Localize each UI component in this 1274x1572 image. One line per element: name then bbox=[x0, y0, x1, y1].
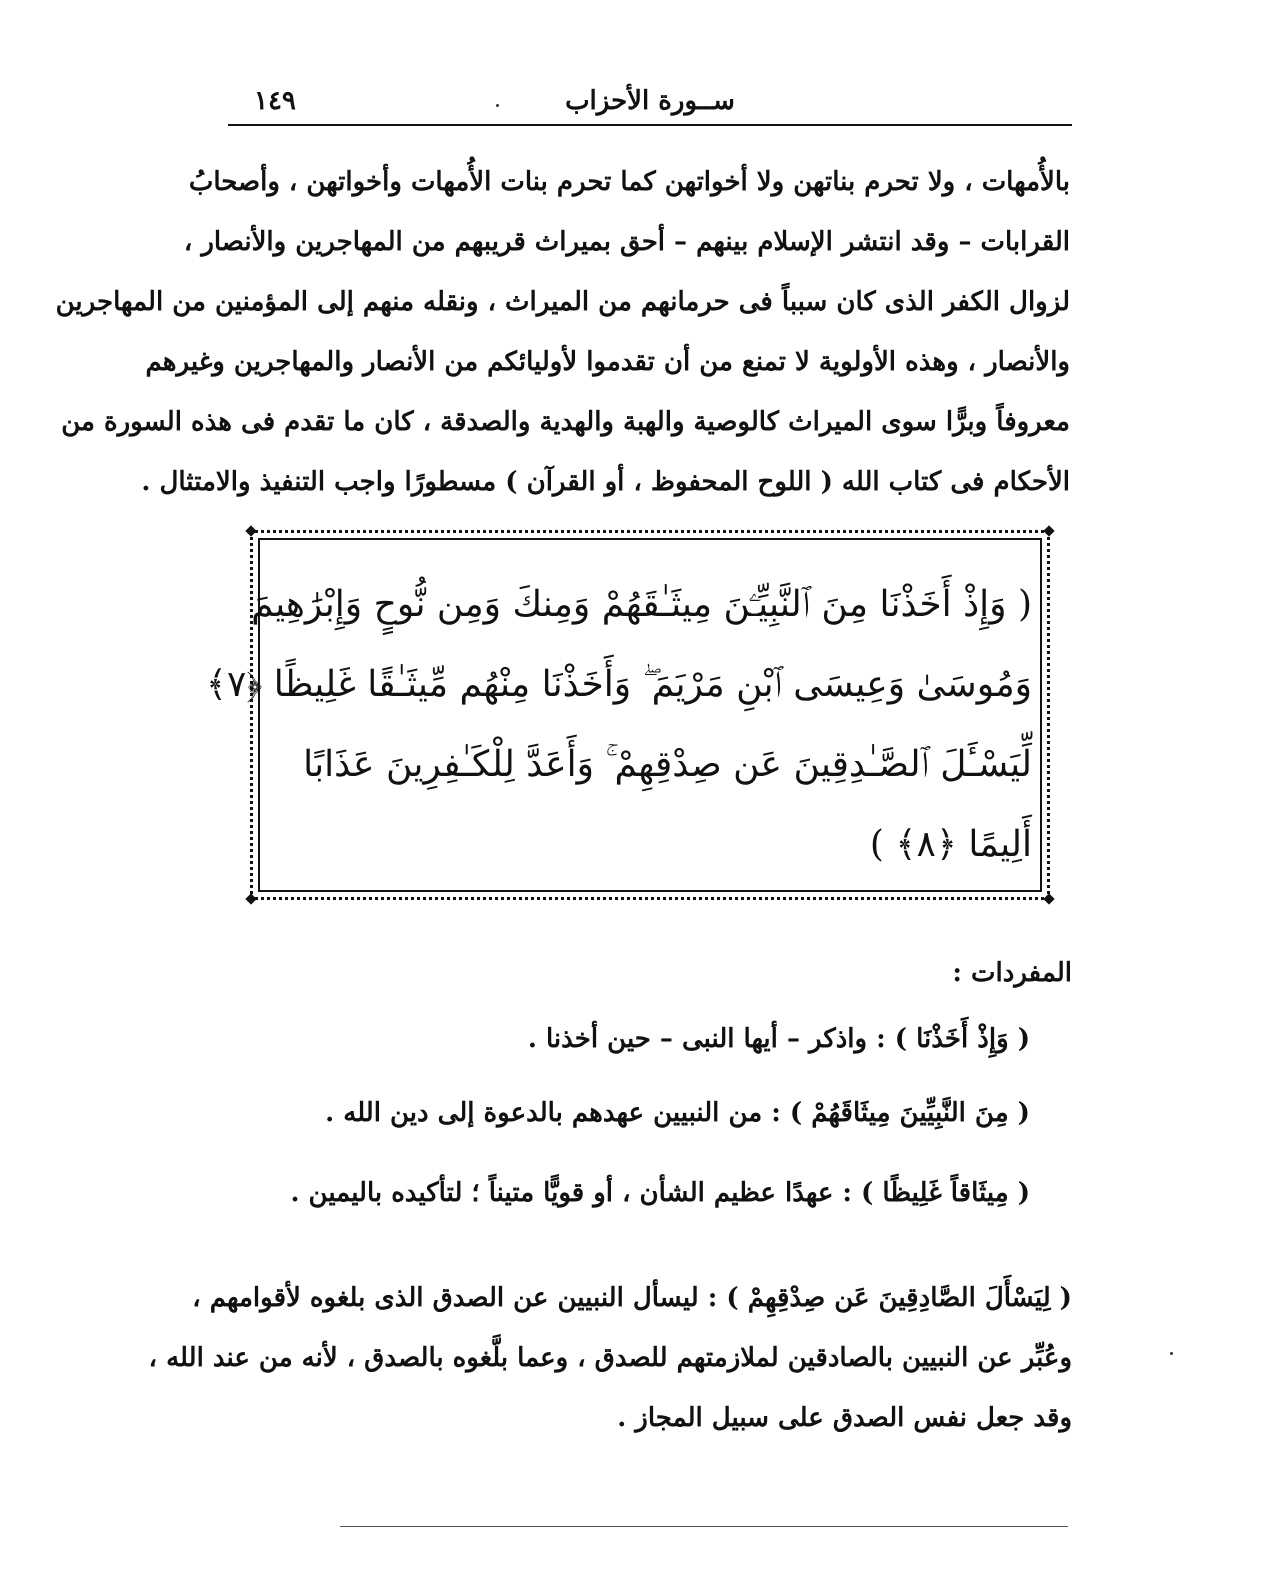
verse-line: أَلِيمًا ﴿٨﴾ ) bbox=[869, 824, 1032, 865]
verse-line: ( وَإِذْ أَخَذْنَا مِنَ ٱلنَّبِيِّـۧنَ مِيثَـٰقَهُمْ وَمِنكَ وَمِن نُّوحٍ وَإِبْرَٰهِيمَ bbox=[251, 584, 1032, 625]
definition-line: وقد جعل نفس الصدق على سبيل المجاز . bbox=[617, 1403, 1072, 1433]
vocabulary-item: ( مِيثَاقاً غَلِيظًا ) : عهدًا عظيم الشأن ، أو قويًّا متيناً ؛ لتأكيده باليمين . bbox=[290, 1178, 1030, 1208]
frame-corner-ornament bbox=[245, 525, 256, 536]
scan-speck bbox=[1170, 1352, 1173, 1355]
verse-line: لِّيَسْـَٔلَ ٱلصَّـٰدِقِينَ عَن صِدْقِهِمْ ۚ وَأَعَدَّ لِلْكَـٰفِرِينَ عَذَابًا bbox=[303, 744, 1032, 785]
vocabulary-item-extended bbox=[148, 1268, 1072, 1448]
vocabulary-item: ( مِنَ النَّبِيِّينَ مِيثَاقَهُمْ ) : من النبيين عهدهم بالدعوة إلى دين الله . bbox=[325, 1098, 1030, 1128]
page-header bbox=[228, 82, 1072, 126]
verse-line: وَمُوسَىٰ وَعِيسَى ٱبْنِ مَرْيَمَ ۖ وَأَخَذْنَا مِنْهُم مِّيثَـٰقًا غَلِيظًا ﴿٧﴾ bbox=[205, 664, 1032, 705]
frame-corner-ornament bbox=[1043, 893, 1054, 904]
vocabulary-heading: المفردات : bbox=[952, 958, 1072, 988]
definition-line: ( لِيَسْأَلَ الصَّادِقِينَ عَن صِدْقِهِمْ ) : ليسأل النبيين عن الصدق الذى بلغوه لأقوامهم ، bbox=[192, 1283, 1072, 1313]
paragraph-line: لزوال الكفر الذى كان سبباً فى حرمانهم من الميراث ، ونقله منهم إلى المؤمنين من المهاجرين bbox=[55, 287, 1070, 317]
quran-verse bbox=[205, 565, 1032, 885]
paragraph-line: الأحكام فى كتاب الله ( اللوح المحفوظ ، أو القرآن ) مسطورًا واجب التنفيذ والامتثال . bbox=[141, 467, 1070, 497]
paragraph-line: بالأُمهات ، ولا تحرم بناتهن ولا أخواتهن كما تحرم بنات الأُمهات وأخواتهن ، وأصحابُ bbox=[188, 167, 1070, 197]
surah-title: ســورة الأحزاب bbox=[565, 86, 735, 116]
vocabulary-item: ( وَإِذْ أَخَذْنَا ) : واذكر – أيها النبى – حين أخذنا . bbox=[527, 1024, 1030, 1054]
paragraph-line: معروفاً وبرًّا سوى الميراث كالوصية والهبة والهدية والصدقة ، كان ما تقدم فى هذه السورة من bbox=[61, 407, 1070, 437]
paragraph-line: القرابات – وقد انتشر الإسلام بينهم – أحق بميراث قريبهم من المهاجرين والأنصار ، bbox=[183, 227, 1070, 257]
intro-paragraph bbox=[55, 152, 1070, 512]
paragraph-line: والأنصار ، وهذه الأولوية لا تمنع من أن تقدموا لأوليائكم من الأنصار والمهاجرين وغيرهم bbox=[145, 347, 1070, 377]
page-number: ١٤٩ bbox=[254, 86, 296, 116]
frame-corner-ornament bbox=[245, 893, 256, 904]
frame-corner-ornament bbox=[1043, 525, 1054, 536]
footer-rule bbox=[340, 1526, 1068, 1527]
definition-line: وعُبِّر عن النبيين بالصادقين لملازمتهم للصدق ، وعما بلَّغوه بالصدق ، لأنه من عند الله ، bbox=[148, 1343, 1072, 1373]
scan-speck bbox=[496, 104, 499, 107]
